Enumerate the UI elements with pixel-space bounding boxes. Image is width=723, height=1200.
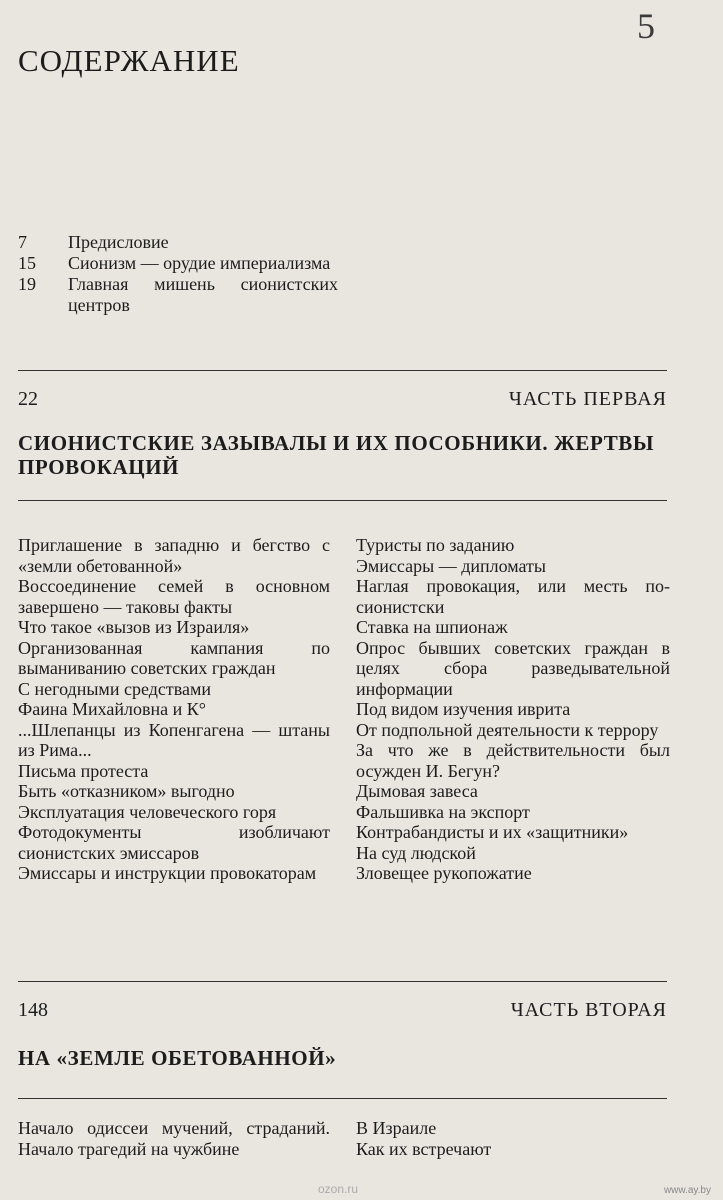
part-two-title[interactable]: НА «ЗЕМЛЕ ОБЕТОВАННОЙ» <box>18 1046 337 1070</box>
toc-item[interactable]: Как их встречают <box>356 1138 492 1159</box>
toc-item[interactable]: Фальшивка на экспорт <box>356 801 530 822</box>
part-two-page: 148 <box>18 999 48 1021</box>
toc-entry[interactable] <box>18 253 338 274</box>
toc-heading: СОДЕРЖАНИЕ <box>18 43 240 78</box>
toc-item[interactable]: Организованная кампания по выманиванию советских граждан <box>18 637 330 678</box>
toc-item[interactable]: Зловещее рукопожатие <box>356 863 532 883</box>
toc-item[interactable]: Эмиссары и инструкции провокаторам <box>18 863 317 883</box>
divider <box>18 500 667 501</box>
toc-item[interactable]: Начало одиссеи мучений, страданий. Начало трагедий на чужбине <box>18 1118 330 1159</box>
toc-item[interactable]: В Израиле <box>356 1118 437 1138</box>
toc-item[interactable]: Ставка на шпионаж <box>356 617 508 637</box>
toc-item[interactable]: Дымовая завеса <box>356 781 478 801</box>
toc-entry-title: Главная мишень сионистских центров <box>68 274 338 315</box>
toc-item[interactable]: На суд людской <box>356 842 476 863</box>
toc-item[interactable]: Туристы по заданию <box>356 535 515 555</box>
page-number: 5 <box>637 6 655 46</box>
toc-item[interactable]: С негодными средствами <box>18 678 211 699</box>
divider <box>18 981 667 982</box>
toc-entry-page: 7 <box>18 232 27 252</box>
toc-item[interactable]: Письма протеста <box>18 760 149 781</box>
toc-item[interactable]: Воссоединение семей в основном завершено — таковы факты <box>18 576 330 617</box>
part-one-title[interactable]: СИОНИСТСКИЕ ЗАЗЫВАЛЫ И ИХ ПОСОБНИКИ. ЖЕРТВЫ ПРОВОКАЦИЙ <box>18 431 655 479</box>
part-one-right-column <box>356 535 670 884</box>
toc-item[interactable]: Наглая провокация, или месть по-сионистски <box>356 576 670 617</box>
part-two-left-column <box>18 1118 330 1159</box>
site-watermark: www.ay.by <box>663 1185 711 1196</box>
divider <box>18 370 667 371</box>
toc-item[interactable]: От подпольной деятельности к террору <box>356 719 659 740</box>
toc-entry-page: 15 <box>18 253 36 273</box>
toc-item[interactable]: За что же в действительности был осужден И. Бегун? <box>356 740 670 781</box>
intro-entries <box>18 232 338 316</box>
toc-entry[interactable] <box>18 232 338 253</box>
toc-entry-page: 19 <box>18 274 36 294</box>
toc-item[interactable]: Эксплуатация человеческого горя <box>18 801 277 822</box>
part-two-label: ЧАСТЬ ВТОРАЯ <box>510 999 667 1021</box>
toc-item[interactable]: Контрабандисты и их «защитники» <box>356 822 629 842</box>
part-one-page: 22 <box>18 388 38 410</box>
toc-entry[interactable] <box>18 274 338 316</box>
toc-entry-title: Предисловие <box>68 232 169 252</box>
toc-item[interactable]: Эмиссары — дипломаты <box>356 555 547 576</box>
ozon-watermark: ozon.ru <box>318 1182 359 1196</box>
part-one-left-column <box>18 535 330 884</box>
part-one-label: ЧАСТЬ ПЕРВАЯ <box>508 388 667 410</box>
toc-item[interactable]: Быть «отказником» выгодно <box>18 781 235 801</box>
toc-entry-title: Сионизм — орудие империализма <box>68 253 331 273</box>
toc-item[interactable]: Опрос бывших советских граждан в целях сбора разведывательной информации <box>356 637 670 699</box>
toc-item[interactable]: ...Шлепанцы из Копенгагена — штаны из Рима... <box>18 719 330 760</box>
toc-item[interactable]: Фотодокументы изобличают сионистских эмиссаров <box>18 822 330 863</box>
part-two-right-column <box>356 1118 670 1159</box>
divider <box>18 1098 667 1099</box>
toc-item[interactable]: Что такое «вызов из Израиля» <box>18 617 250 637</box>
toc-item[interactable]: Под видом изучения иврита <box>356 699 571 719</box>
toc-item[interactable]: Фаина Михайловна и К° <box>18 699 206 719</box>
toc-item[interactable]: Приглашение в западню и бегство с «земли обетованной» <box>18 535 330 576</box>
